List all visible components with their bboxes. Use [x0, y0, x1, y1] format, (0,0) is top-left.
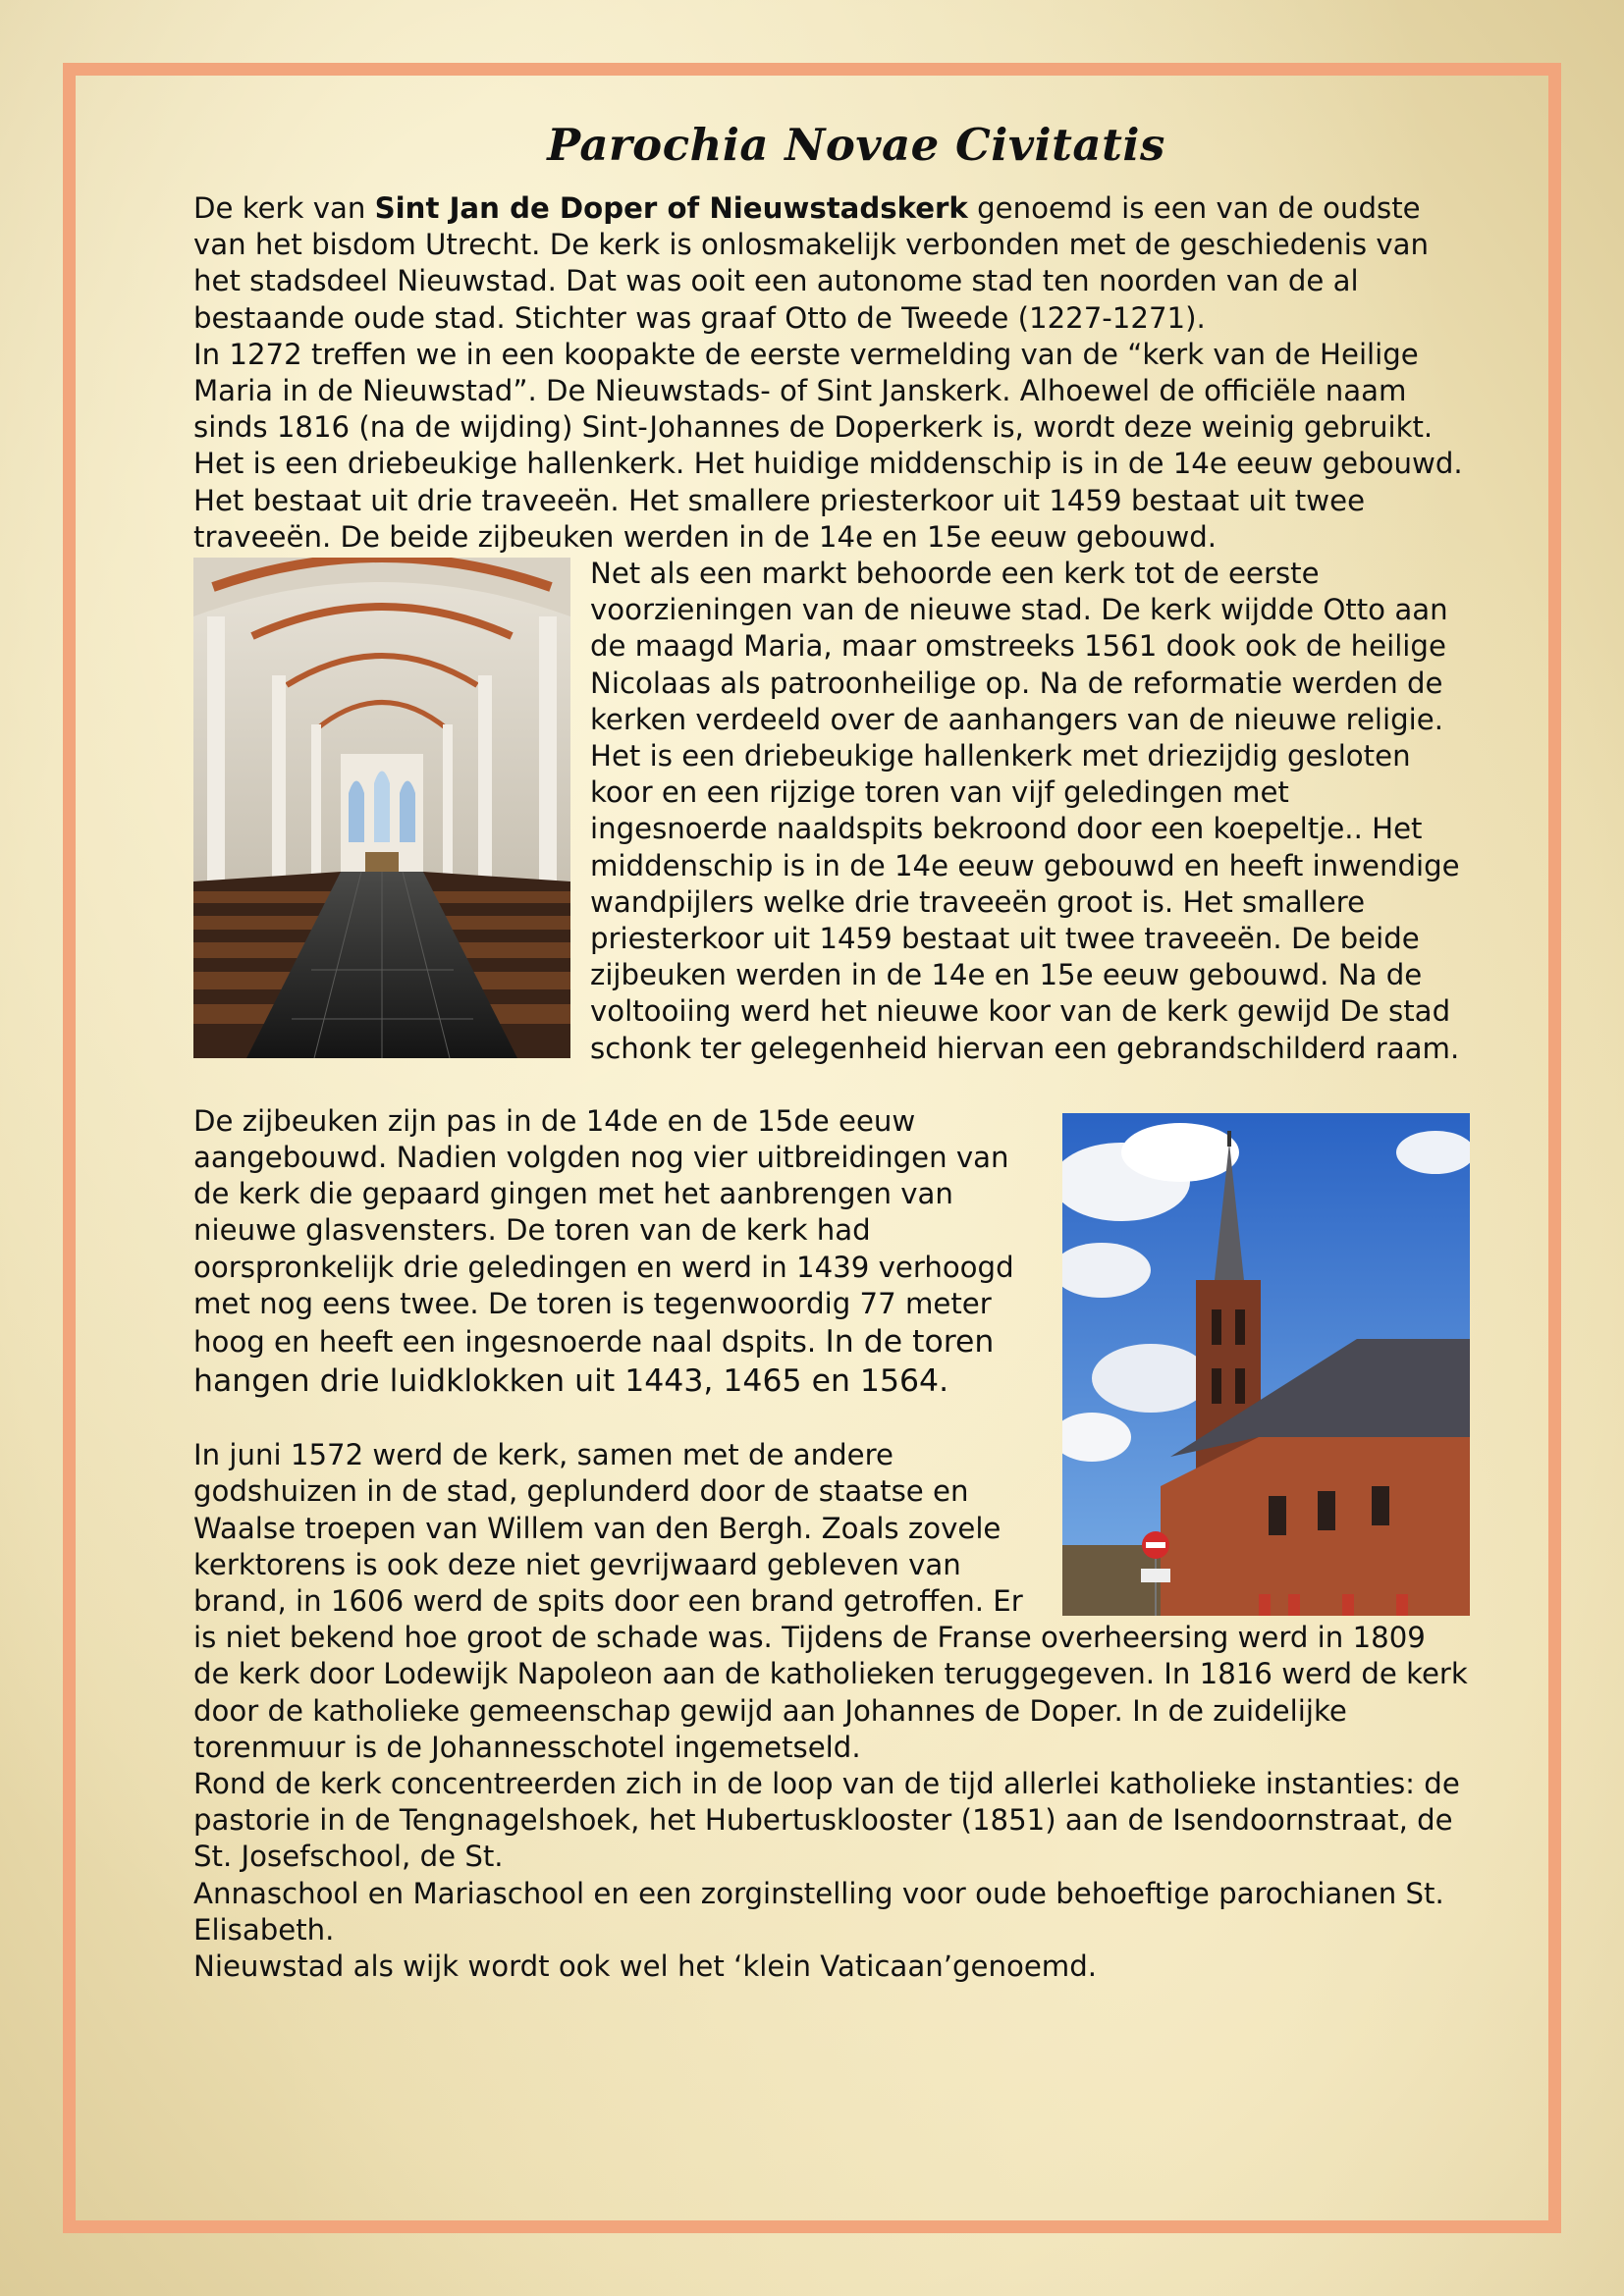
- church-tower-photo: [1062, 1113, 1470, 1616]
- paragraph-rond: Rond de kerk concentreerden zich in de loop van de tijd allerlei katholieke instanties: de pastorie in de Tengnagelshoek, het Hubertusklooster (1851) aan de Isendoornstraat, de St. Josefschool, de St.: [193, 1766, 1460, 1874]
- church-name: Sint Jan de Doper of Nieuwstadskerk: [374, 191, 968, 225]
- paragraph-zijbeuken: De zijbeuken zijn pas in de 14de en de 15de eeuw aangebouwd. Nadien volgden nog vier uitbreidingen van de kerk die gepaard gingen met het aanbrengen van nieuwe glasvensters. De toren van de kerk had oorspronkelijk drie geledingen en werd in 1439 verhoogd met nog eens twee. De toren is tegenwoordig 77 meter hoog en heeft een ingesnoerde naal dspits.: [193, 1103, 1014, 1360]
- church-interior-photo: [193, 558, 570, 1058]
- spacer: [193, 1067, 1470, 1103]
- section-tower: [193, 1103, 1470, 1766]
- article: [193, 114, 1470, 1985]
- paragraph-1572: In juni 1572 werd de kerk, samen met de andere godshuizen in de stad, geplunderd door de staatse en Waalse troepen van Willem van den Bergh. Zoals zovele kerktorens is ook deze niet gevrijwaard gebleven van brand, in 1606 werd de spits door een brand getroffen. Er is niet bekend hoe groot de schade was. Tijdens de Franse overheersing werd in 1809 de kerk door Lodewijk Napoleon aan de katholieken teruggegeven. In 1816 werd de kerk door de katholieke gemeenschap gewijd aan Johannes de Doper. In de zuidelijke torenmuur is de Johannesschotel ingemetseld.: [193, 1438, 1468, 1764]
- page-title: Parochia Novae Civitatis: [547, 119, 1165, 171]
- intro-text-end: genoemd is een van de oudste van het bisdom Utrecht. De kerk is onlosmakelijk verbonden met de geschiedenis van het stadsdeel Nieuwstad. Dat was ooit een autonome stad ten noorden van de al bestaande oude stad. Stichter was graaf Otto de Tweede (1227-1271).: [193, 191, 1429, 335]
- paragraph-klokken: In de toren hangen drie luidklokken uit 1443, 1465 en 1564.: [193, 1324, 995, 1400]
- intro-text-start: De kerk van: [193, 191, 375, 225]
- paragraph-1272: In 1272 treffen we in een koopakte de eerste vermelding van de “kerk van de Heilige Maria in de Nieuwstad”. De Nieuwstads- of Sint Janskerk. Alhoewel de officiële naam sinds 1816 (na de wijding) Sint-Johannes de Doperkerk is, wordt deze weinig gebruikt. Het is een driebeukige hallenkerk. Het huidige middenschip is in de 14e eeuw gebouwd. Het bestaat uit drie traveeën. Het smallere priesterkoor uit 1459 bestaat uit twee traveeën. De beide zijbeuken werden in de 14e en 15e eeuw gebouwd.: [193, 337, 1463, 554]
- paragraph-markt: Net als een markt behoorde een kerk tot de eerste voorzieningen van de nieuwe stad. De kerk wijdde Otto aan de maagd Maria, maar omstreeks 1561 dook ook de heilige Nicolaas als patroonheilige op. Na de reformatie werden de kerken verdeeld over de aanhangers van de nieuwe religie. Het is een driebeukige hallenkerk met driezijdig gesloten koor en een rijzige toren van vijf geledingen met ingesnoerde naaldspits bekroond door een koepeltje.. Het middenschip is in de 14e eeuw gebouwd en heeft inwendige wandpijlers welke drie traveeën groot is. Het smallere priesterkoor uit 1459 bestaat uit twee traveeën. De beide zijbeuken werden in de 14e en 15e eeuw gebouwd. Na de voltooiing werd het nieuwe koor van de kerk gewijd De stad schonk ter gelegenheid hiervan een gebrandschilderd raam.: [590, 557, 1460, 1065]
- section-interior: [193, 556, 1470, 1067]
- paragraph-anna: Annaschool en Mariaschool en een zorginstelling voor oude behoeftige parochianen St. Elisabeth.: [193, 1876, 1444, 1947]
- paragraph-vaticaan: Nieuwstad als wijk wordt ook wel het ‘klein Vaticaan’genoemd.: [193, 1949, 1098, 1983]
- intro-paragraph: [193, 190, 1470, 337]
